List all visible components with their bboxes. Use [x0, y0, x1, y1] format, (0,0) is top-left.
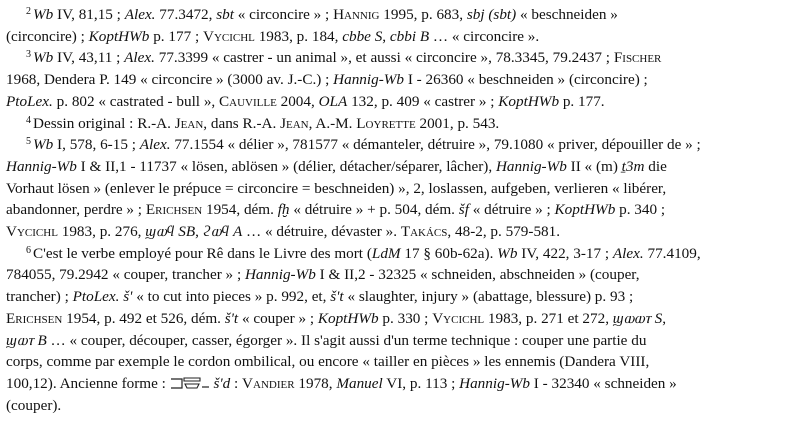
footnote-number: 6	[26, 244, 31, 256]
text-segment: die	[644, 157, 667, 175]
text-segment: I - 26360 « beschneiden » (circoncire) ;	[404, 71, 648, 89]
text-segment: 1978,	[294, 374, 337, 392]
footnote-line	[6, 134, 794, 156]
text-segment: Hannig-Wb	[459, 374, 530, 392]
text-segment: , 48-2, p. 579-581.	[447, 223, 561, 241]
text-segment: Dessin original : R.-A.	[33, 114, 175, 132]
text-segment: šf	[458, 201, 469, 219]
text-segment: « to cut into pieces » p. 992, et,	[132, 288, 331, 306]
text-segment: PtoLex.	[72, 288, 120, 306]
text-segment: Vandier	[242, 374, 295, 392]
text-segment: OLA	[318, 92, 348, 110]
footnote-line	[6, 26, 794, 48]
text-segment: 77.4109,	[643, 244, 701, 262]
text-segment: Jean	[174, 114, 204, 132]
text-segment: p. 340 ;	[615, 201, 666, 219]
text-segment: LdM	[371, 244, 401, 262]
footnote-line	[6, 4, 794, 26]
text-segment: … « détruire, dévaster ».	[242, 223, 401, 241]
footnote-line	[6, 330, 794, 352]
text-segment: ϣⲱⲱⲧ S	[612, 309, 663, 327]
text-segment: ,	[195, 223, 203, 241]
text-segment: Cauville	[219, 92, 277, 110]
text-segment: 77.3472,	[155, 6, 217, 23]
text-segment: p. 330 ;	[378, 309, 433, 327]
text-segment: ϣⲱⲧ B	[6, 331, 47, 349]
footnote-line	[6, 178, 794, 200]
text-segment: cbbi B	[389, 27, 430, 45]
text-segment: ṯ3m	[621, 157, 645, 175]
text-segment: Alex.	[139, 136, 171, 154]
footnote-line	[6, 69, 794, 91]
text-segment: š't	[224, 309, 239, 327]
text-segment: p. 802 « castrated - bull »,	[52, 92, 220, 110]
text-segment: Hannig-Wb	[6, 157, 77, 175]
text-segment: (couper).	[6, 396, 62, 414]
text-segment: 100,12). Ancienne forme :	[6, 374, 170, 392]
text-segment: ϩⲱϥ A	[202, 223, 243, 241]
text-segment: sbt	[216, 6, 234, 23]
text-segment: Vorhaut lösen » (enlever le prépuce = circoncire = beschneiden) », 2, loslassen, aufgeben, verlieren « libérer,	[6, 179, 667, 197]
text-segment: 77.1554 « délier », 781577 « démanteler, détruire », 79.1080 « priver, dépouiller de » ;	[170, 136, 701, 154]
text-segment: C'est le verbe employé pour Rê dans le Livre des mort (	[33, 244, 372, 262]
footnote-line	[6, 395, 794, 417]
text-segment: Erichsen	[6, 309, 63, 327]
text-segment: Alex.	[124, 49, 155, 67]
text-segment: KoptHWb	[554, 201, 616, 219]
text-segment: I & II,2 - 32325 « schneiden, abschneiden » (couper,	[315, 266, 640, 284]
text-segment: Takács	[400, 223, 448, 241]
text-segment: 132, p. 409 « castrer » ;	[347, 92, 499, 110]
text-segment: KoptHWb	[88, 27, 150, 45]
text-segment: I - 32340 « schneiden »	[530, 374, 677, 392]
text-segment: 1968, Dendera P. 149 « circoncire » (3000 av. J.-C.) ;	[6, 71, 334, 89]
text-segment: « beschneiden »	[516, 6, 618, 23]
footnote-line	[6, 156, 794, 178]
footnote-number: 4	[26, 114, 31, 126]
footnote-line	[6, 264, 794, 286]
text-segment: « couper » ;	[238, 309, 318, 327]
text-segment: … « circoncire ».	[429, 27, 540, 45]
footnote-line	[6, 47, 794, 69]
text-segment: š'd	[213, 374, 231, 392]
text-segment: Hannig-Wb	[495, 157, 567, 175]
text-segment: :	[230, 374, 243, 392]
text-segment: trancher) ;	[6, 288, 73, 306]
text-segment: sbj (sbt)	[466, 6, 517, 23]
footnote-line	[6, 286, 794, 308]
text-segment: II « (m)	[566, 157, 622, 175]
text-segment: Manuel	[336, 374, 383, 392]
text-segment: ,	[382, 27, 390, 45]
text-segment: I, 578, 6-15 ;	[53, 136, 140, 154]
footnote-number: 5	[26, 136, 31, 148]
text-segment: « détruire » ;	[468, 201, 555, 219]
text-segment: š'	[123, 288, 133, 306]
text-segment: p. 177 ;	[149, 27, 203, 45]
text-segment: IV, 81,15 ;	[53, 6, 125, 23]
text-segment: PtoLex.	[6, 92, 53, 110]
text-segment: « circoncire » ;	[233, 6, 334, 23]
text-segment: I & II,1 - 11737 « lösen, ablösen » (délier, détacher/séparer, lâcher),	[76, 157, 496, 175]
footnote-line	[6, 221, 794, 243]
text-segment: 2001, p. 543.	[415, 114, 500, 132]
text-segment: ,	[662, 309, 666, 327]
text-segment: 77.3399 « castrer - un animal », et aussi « circoncire », 78.3345, 79.2437 ;	[154, 49, 614, 67]
text-segment: Vycichl	[432, 309, 485, 327]
text-segment: š't	[330, 288, 344, 306]
text-segment: Vycichl	[202, 27, 255, 45]
footnote-line	[6, 199, 794, 221]
text-segment: Hannig-Wb	[244, 266, 316, 284]
text-segment: ϣⲱϥ SB	[145, 223, 196, 241]
text-segment: 1983, p. 276,	[57, 223, 146, 241]
text-segment: p. 177.	[559, 92, 605, 110]
footnote-number: 3	[26, 49, 31, 61]
text-segment: , dans R.-A.	[203, 114, 281, 132]
text-segment: Fischer	[613, 49, 662, 67]
text-segment: 1995, p. 683,	[379, 6, 467, 23]
text-segment: KoptHWb	[317, 309, 379, 327]
text-segment: IV, 422, 3-17 ;	[517, 244, 613, 262]
hieroglyph-icon	[170, 375, 210, 388]
footnote-line	[6, 113, 794, 135]
text-segment: Hannig	[333, 6, 380, 23]
text-segment: 17 § 60b-62a).	[400, 244, 498, 262]
text-segment: Vycichl	[6, 223, 58, 241]
text-segment: Loyrette	[356, 114, 416, 132]
text-segment: 1954, dém.	[202, 201, 278, 219]
text-segment: 1983, p. 184,	[254, 27, 343, 45]
text-segment: VI, p. 113 ;	[382, 374, 460, 392]
text-segment: Alex.	[124, 6, 156, 23]
footnote-line	[6, 308, 794, 330]
text-segment: « détruire » + p. 504, dém.	[289, 201, 459, 219]
text-segment: Wb	[497, 244, 518, 262]
text-segment: Jean	[280, 114, 309, 132]
text-segment: … « couper, découper, casser, égorger ». Il s'agit aussi d'un terme technique : couper une partie du	[46, 331, 647, 349]
footnote-line	[6, 351, 794, 373]
text-segment: « slaughter, injury » (abattage, blessure) p. 93 ;	[343, 288, 634, 306]
text-segment: Wb	[33, 6, 54, 23]
text-segment: Erichsen	[145, 201, 203, 219]
text-segment: Alex.	[612, 244, 644, 262]
text-segment: , A.-M.	[308, 114, 357, 132]
text-segment: Hannig-Wb	[333, 71, 405, 89]
text-segment: corps, comme par exemple le cordon ombilical, ou encore « tailler en pièces » les ennemis (Dandera VIII,	[6, 353, 650, 371]
text-segment: 784055, 79.2942 « couper, trancher » ;	[6, 266, 245, 284]
text-segment: 1954, p. 492 et 526, dém.	[62, 309, 225, 327]
text-segment: 2004,	[276, 92, 319, 110]
text-segment: IV, 43,11 ;	[53, 49, 125, 67]
text-segment: cbbe S	[342, 27, 383, 45]
footnote-line	[6, 373, 794, 395]
footnote-number: 2	[26, 6, 31, 17]
footnote-line	[6, 243, 794, 265]
text-segment: fḫ	[277, 201, 290, 219]
text-segment: Wb	[33, 136, 54, 154]
text-segment: abandonner, perdre » ;	[6, 201, 146, 219]
text-segment: Wb	[33, 49, 54, 67]
text-segment: (circoncire) ;	[6, 27, 89, 45]
footnote-line	[6, 91, 794, 113]
text-segment: 1983, p. 271 et 272,	[484, 309, 613, 327]
text-segment: KoptHWb	[498, 92, 560, 110]
